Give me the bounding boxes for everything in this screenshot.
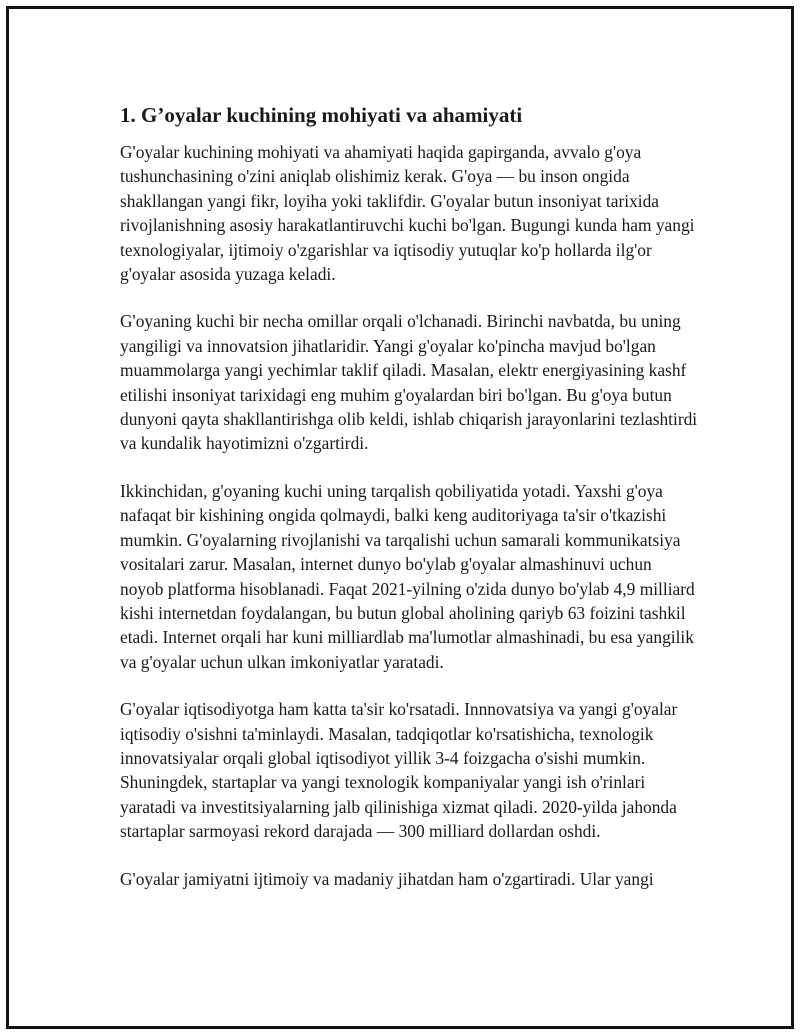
page-frame bbox=[6, 6, 794, 1029]
paragraph-3: Ikkinchidan, g'oyaning kuchi uning tarqalish qobiliyatida yotadi. Yaxshi g'oya nafaqat bir kishining ongida qolmaydi, balki keng auditoriyaga ta'sir o'tkazishi mumkin. G'oyalarning rivojlanishi va tarqalishi uchun samarali kommunikatsiya vositalari zarur. Masalan, internet dunyo bo'ylab g'oyalar almashinuvi uchun noyob platforma hisoblanadi. Faqat 2021-yilning o'zida dunyo bo'ylab 4,9 milliard kishi internetdan foydalangan, bu butun global aholining qariyb 63 foizini tashkil etadi. Internet orqali har kuni milliardlab ma'lumotlar almashinadi, bu esa yangilik va g'oyalar uchun ulkan imkoniyatlar yaratadi. bbox=[120, 480, 695, 672]
document-body bbox=[120, 101, 698, 914]
paragraph-4: G'oyalar iqtisodiyotga ham katta ta'sir ko'rsatadi. Innnovatsiya va yangi g'oyalar iqtisodiy o'sishni ta'minlaydi. Masalan, tadqiqotlar ko'rsatishicha, texnologik innovatsiyalar orqali global iqtisodiyot yillik 3-4 foizgacha o'sishi mumkin. Shuningdek, startaplar va yangi texnologik kompaniyalar yangi ish o'rinlari yaratadi va investitsiyalarning jalb qilinishiga xizmat qiladi. 2020-yilda jahonda startaplar sarmoyasi rekord darajada — 300 milliard dollardan oshdi. bbox=[120, 699, 678, 842]
paragraph-5: G'oyalar jamiyatni ijtimoiy va madaniy jihatdan ham o'zgartiradi. Ular yangi bbox=[120, 868, 654, 889]
paragraph-1: G'oyalar kuchining mohiyati va ahamiyati haqida gapirganda, avvalo g'oya tushunchasining o'zini aniqlab olishimiz kerak. G'oya — bu inson ongida shakllangan yangi fikr, loyiha yoki taklifdir. G'oyalar butun insoniyat tarixida rivojlanishning asosiy harakatlantiruvchi kuchi bo'lgan. Bugungi kunda ham yangi texnologiyalar, ijtimoiy o'zgarishlar va iqtisodiy yutuqlar ko'p hollarda ilg'or g'oyalar asosida yuzaga keladi. bbox=[120, 142, 695, 285]
paragraph-2: G'oyaning kuchi bir necha omillar orqali o'lchanadi. Birinchi navbatda, bu uning yangiligi va innovatsion jihatlaridir. Yangi g'oyalar ko'pincha mavjud bo'lgan muammolarga yangi yechimlar taklif qiladi. Masalan, elektr energiyasining kashf etilishi insoniyat tarixidagi eng muhim g'oyalardan biri bo'lgan. Bu g'oya butun dunyoni qayta shakllantirishga olib keldi, ishlab chiqarish jarayonlarini tezlashtirdi va kundalik hayotimizni o'zgartirdi. bbox=[120, 311, 698, 454]
section-heading: 1. G’oyalar kuchining mohiyati va ahamiyati bbox=[120, 103, 523, 127]
